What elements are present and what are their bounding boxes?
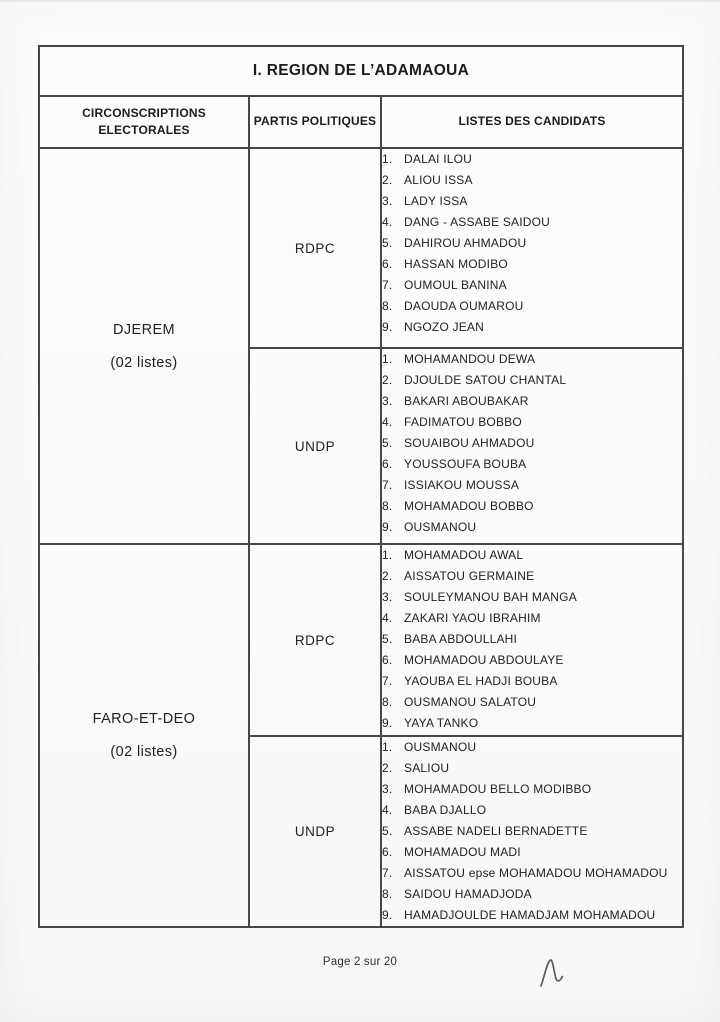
candidate-name: DALAI ILOU <box>404 152 473 166</box>
candidate-name: HASSAN MODIBO <box>404 257 508 271</box>
candidate-name: ASSABE NADELI BERNADETTE <box>404 824 588 838</box>
candidate-number: 7. <box>382 278 393 292</box>
candidate-number: 2. <box>382 761 393 775</box>
candidate-name: BABA ABDOULLAHI <box>404 632 518 646</box>
candidate-number: 5. <box>382 236 393 250</box>
candidate-name: DJOULDE SATOU CHANTAL <box>404 373 567 387</box>
candidate-number: 4. <box>382 803 393 817</box>
candidate-item <box>382 454 682 475</box>
candidate-item <box>382 863 682 884</box>
candidate-list <box>382 349 682 538</box>
candidate-number: 5. <box>382 436 393 450</box>
candidate-name: OUMOUL BANINA <box>404 278 507 292</box>
col-header-partis: PARTIS POLITIQUES <box>249 96 381 148</box>
candidate-name: DAOUDA OUMAROU <box>404 299 524 313</box>
candidate-name: OUSMANOU <box>404 520 477 534</box>
candidate-name: HAMADJOULDE HAMADJAM MOHAMADOU <box>404 908 656 922</box>
candidate-number: 3. <box>382 590 393 604</box>
candidate-number: 9. <box>382 320 393 334</box>
candidate-item <box>382 296 682 317</box>
candidate-name: LADY ISSA <box>404 194 468 208</box>
candidate-name: YAYA TANKO <box>404 716 479 730</box>
constituency-cell-djerem <box>39 148 249 544</box>
candidate-name: FADIMATOU BOBBO <box>404 415 522 429</box>
candidate-name: SAIDOU HAMADJODA <box>404 887 532 901</box>
candidate-number: 6. <box>382 257 393 271</box>
candidate-name: BAKARI ABOUBAKAR <box>404 394 529 408</box>
candidate-number: 2. <box>382 373 393 387</box>
candidate-list <box>382 737 682 926</box>
candidate-number: 1. <box>382 152 393 166</box>
candidate-item <box>382 517 682 538</box>
constituency-name: FARO-ET-DEO <box>92 711 196 727</box>
candidate-number: 3. <box>382 394 393 408</box>
candidate-name: OUSMANOU SALATOU <box>404 695 537 709</box>
candidate-name: AISSATOU epse MOHAMADOU MOHAMADOU <box>404 866 668 880</box>
candidate-item <box>382 758 682 779</box>
candidate-item <box>382 275 682 296</box>
candidate-name: MOHAMADOU AWAL <box>404 548 524 562</box>
party-cell-djerem-rdpc: RDPC <box>249 148 381 348</box>
candidate-name: AISSATOU GERMAINE <box>404 569 535 583</box>
candidate-item <box>382 884 682 905</box>
candidate-number: 6. <box>382 653 393 667</box>
candidate-item <box>382 587 682 608</box>
candidate-number: 6. <box>382 845 393 859</box>
candidate-name: MOHAMADOU MADI <box>404 845 521 859</box>
party-cell-faro-rdpc: RDPC <box>249 544 381 736</box>
candidate-number: 6. <box>382 457 393 471</box>
region-title: I. REGION DE L’ADAMAOUA <box>39 46 683 96</box>
candidate-number: 8. <box>382 299 393 313</box>
candidate-item <box>382 170 682 191</box>
candidates-cell-faro-undp <box>381 736 683 927</box>
constituency-cell-faro-et-deo <box>39 544 249 927</box>
candidate-number: 8. <box>382 695 393 709</box>
candidate-item <box>382 713 682 734</box>
candidates-cell-djerem-undp <box>381 348 683 544</box>
candidate-item <box>382 545 682 566</box>
candidate-number: 7. <box>382 674 393 688</box>
col-header-circonscriptions: CIRCONSCRIPTIONS ELECTORALES <box>39 96 249 148</box>
candidates-cell-faro-rdpc <box>381 544 683 736</box>
candidate-item <box>382 692 682 713</box>
candidate-item <box>382 779 682 800</box>
candidate-number: 9. <box>382 716 393 730</box>
candidate-item <box>382 317 682 338</box>
constituency-name: DJEREM <box>112 321 175 338</box>
candidate-name: ISSIAKOU MOUSSA <box>404 478 520 492</box>
constituency-note: (02 listes) <box>110 744 178 760</box>
candidate-item <box>382 149 682 170</box>
candidate-name: MOHAMADOU BELLO MODIBBO <box>404 782 592 796</box>
candidate-number: 1. <box>382 548 393 562</box>
candidate-number: 7. <box>382 478 393 492</box>
candidate-name: SOUAIBOU AHMADOU <box>404 436 535 450</box>
candidate-item <box>382 737 682 758</box>
candidate-item <box>382 391 682 412</box>
candidate-name: MOHAMANDOU DEWA <box>404 352 536 366</box>
candidate-number: 8. <box>382 499 393 513</box>
candidate-number: 2. <box>382 569 393 583</box>
candidate-item <box>382 629 682 650</box>
candidate-item <box>382 842 682 863</box>
party-cell-djerem-undp: UNDP <box>249 348 381 544</box>
candidate-number: 2. <box>382 173 393 187</box>
candidate-item <box>382 566 682 587</box>
candidate-number: 1. <box>382 740 393 754</box>
candidate-number: 9. <box>382 520 393 534</box>
candidates-cell-djerem-rdpc <box>381 148 683 348</box>
candidate-name: SOULEYMANOU BAH MANGA <box>404 590 577 604</box>
candidate-item <box>382 254 682 275</box>
candidate-number: 5. <box>382 632 393 646</box>
candidate-name: SALIOU <box>404 761 450 775</box>
candidate-name: MOHAMADOU ABDOULAYE <box>404 653 564 667</box>
candidate-number: 4. <box>382 215 393 229</box>
candidate-number: 4. <box>382 611 393 625</box>
candidate-item <box>382 800 682 821</box>
candidate-name: NGOZO JEAN <box>404 320 485 334</box>
candidate-item <box>382 349 682 370</box>
constituency-note: (02 listes) <box>110 354 178 371</box>
candidate-number: 9. <box>382 908 393 922</box>
candidate-name: ZAKARI YAOU IBRAHIM <box>404 611 541 625</box>
party-cell-faro-undp: UNDP <box>249 736 381 927</box>
candidate-item <box>382 496 682 517</box>
candidate-item <box>382 370 682 391</box>
candidate-item <box>382 650 682 671</box>
candidate-item <box>382 821 682 842</box>
candidate-item <box>382 608 682 629</box>
candidate-list <box>382 149 682 338</box>
candidate-number: 4. <box>382 415 393 429</box>
candidate-item <box>382 475 682 496</box>
candidate-number: 5. <box>382 824 393 838</box>
page-number-label: Page 2 sur 20 <box>322 956 398 968</box>
candidate-item <box>382 212 682 233</box>
handwritten-squiggle-mark <box>536 952 576 996</box>
candidate-number: 8. <box>382 887 393 901</box>
candidates-table <box>38 45 684 928</box>
col-header-listes: LISTES DES CANDIDATS <box>381 96 683 148</box>
candidate-number: 1. <box>382 352 393 366</box>
candidate-number: 3. <box>382 194 393 208</box>
candidate-item <box>382 905 682 926</box>
candidate-item <box>382 671 682 692</box>
candidate-number: 7. <box>382 866 393 880</box>
candidate-name: DANG - ASSABE SAIDOU <box>404 215 551 229</box>
candidate-name: MOHAMADOU BOBBO <box>404 499 534 513</box>
candidate-list <box>382 545 682 734</box>
candidate-name: BABA DJALLO <box>404 803 487 817</box>
candidate-item <box>382 191 682 212</box>
candidate-item <box>382 433 682 454</box>
candidate-item <box>382 412 682 433</box>
candidate-name: YAOUBA EL HADJI BOUBA <box>404 674 558 688</box>
candidate-name: YOUSSOUFA BOUBA <box>404 457 527 471</box>
candidate-item <box>382 233 682 254</box>
candidate-number: 3. <box>382 782 393 796</box>
candidate-name: DAHIROU AHMADOU <box>404 236 527 250</box>
candidate-name: OUSMANOU <box>404 740 477 754</box>
candidate-name: ALIOU ISSA <box>404 173 473 187</box>
